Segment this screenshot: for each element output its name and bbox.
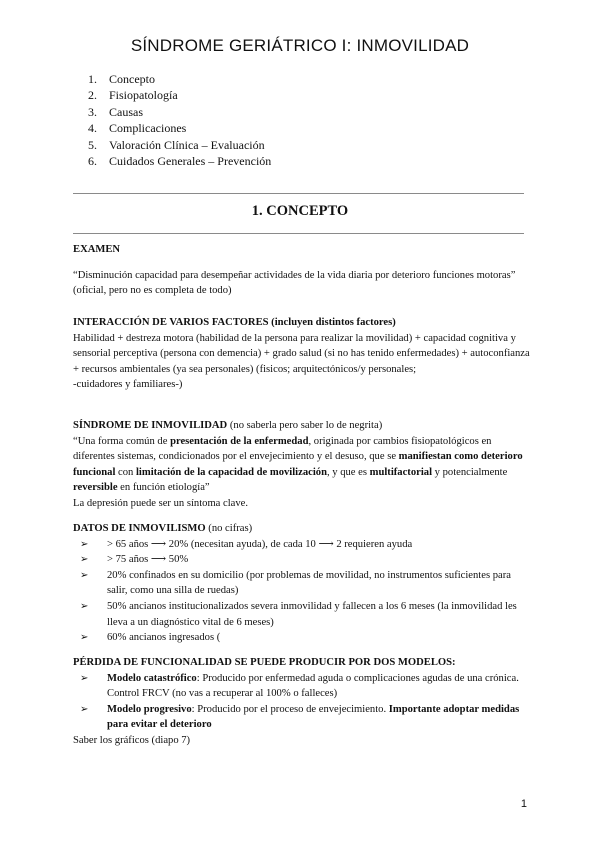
toc-label: Complicaciones (109, 121, 187, 136)
examen-text: “Disminución capacidad para desempeñar actividades de la vida diaria por deterioro funciones motoras” (oficial, pero no es completa de todo) (73, 269, 516, 297)
arrow-bullet-icon: ➢ (80, 600, 89, 612)
toc-number: 1. (88, 72, 97, 86)
datos-list (73, 537, 533, 646)
list-item-text: 60% ancianos ingresados ( (107, 632, 221, 644)
arrow-bullet-icon: ➢ (80, 569, 89, 581)
list-item-text: > 75 años ⟶ 50% (107, 554, 189, 566)
section-title: 1. CONCEPTO (251, 203, 349, 219)
model-description: : Producido por el proceso de envejecimiento. (191, 703, 389, 715)
arrow-bullet-icon: ➢ (80, 538, 89, 550)
toc-number: 5. (88, 137, 97, 152)
sindrome-heading-note: (no saberla pero saber lo de negrita) (227, 420, 383, 431)
sindrome-heading: SÍNDROME DE INMOVILIDAD (73, 420, 228, 431)
interaccion-block (73, 315, 533, 393)
definition-bold: manifiestan como deterioro funcional (73, 451, 523, 478)
definition-text: y potencialmente (432, 466, 508, 478)
list-item-text: > 65 años ⟶ 20% (necesitan ayuda), de cada 10 ⟶ 2 requieren ayuda (107, 538, 413, 550)
datos-block (73, 521, 533, 646)
toc-label: Valoración Clínica – Evaluación (109, 137, 265, 152)
model-emphasis: Importante adoptar medidas para evitar el deterioro (107, 703, 520, 731)
toc-number: 6. (88, 154, 97, 169)
divider-bottom (73, 233, 524, 234)
datos-heading-note: (no cifras) (205, 523, 253, 534)
definition-text: “Una forma común de (73, 435, 171, 447)
list-item (73, 537, 533, 553)
model-name: Modelo progresivo (107, 703, 192, 715)
toc-item (88, 71, 271, 87)
interaccion-text: Habilidad + destreza motora (habilidad de la persona para realizar la movilidad) + capacidad cognitiva y sensorial perceptiva (persona con demencia) + grado salud (si no has tenido enfermedades) + autoconfianza + recursos ambientales (ya sea personales) (fisicos; arquitectónicos/y personales; (73, 332, 530, 375)
toc-item (88, 153, 271, 169)
toc-label: Fisiopatología (109, 88, 178, 103)
arrow-bullet-icon: ➢ (80, 554, 89, 566)
sindrome-block (73, 418, 533, 512)
toc-number: 2. (88, 88, 97, 103)
toc-item (88, 87, 271, 103)
list-item (73, 599, 533, 630)
model-description: : Producido por enfermedad aguda o complicaciones agudas de una crónica. Control FRCV (no vas a recuperar al 100% o falleces) (107, 672, 519, 700)
toc-item (88, 120, 271, 136)
examen-block (73, 242, 533, 299)
toc-item (88, 104, 271, 120)
list-item (73, 702, 533, 733)
table-of-contents (88, 71, 271, 169)
sindrome-heading-line (73, 418, 533, 434)
definition-text: en función etiología” (117, 482, 210, 494)
toc-label: Causas (109, 104, 143, 119)
datos-heading-line (73, 521, 533, 537)
sindrome-definition (73, 434, 533, 496)
toc-number: 3. (88, 104, 97, 119)
perdida-block (73, 655, 533, 749)
divider-top (73, 193, 524, 194)
list-item (73, 671, 533, 702)
toc-label: Concepto (109, 72, 155, 86)
toc-label: Cuidados Generales – Prevención (109, 154, 272, 169)
modelos-list (73, 671, 533, 733)
toc-item (88, 137, 271, 153)
list-item-text: 50% ancianos institucionalizados severa inmovilidad y fallecen a los 6 meses (la inmovilidad les lleva a un diagnóstico vital de 6 meses) (107, 600, 517, 628)
definition-bold: multifactorial (369, 466, 433, 478)
page-number: 1 (520, 798, 527, 810)
definition-bold: presentación de la enfermedad (170, 435, 309, 447)
arrow-bullet-icon: ➢ (80, 672, 89, 684)
list-item-text: 20% confinados en su domicilio (por problemas de movilidad, no instrumentos suficientes para salir, como una silla de ruedas) (107, 569, 511, 597)
interaccion-text-2: -cuidadores y familiares-) (73, 379, 183, 391)
list-item (73, 630, 533, 646)
arrow-bullet-icon: ➢ (80, 632, 89, 644)
examen-heading: EXAMEN (73, 244, 121, 255)
model-name: Modelo catastrófico (107, 672, 197, 684)
arrow-bullet-icon: ➢ (80, 703, 89, 715)
sindrome-extra: La depresión puede ser un síntoma clave. (73, 497, 249, 509)
toc-number: 4. (88, 121, 97, 136)
definition-text: , y que es (326, 466, 370, 478)
list-item (73, 568, 533, 599)
datos-heading: DATOS DE INMOVILISMO (73, 523, 206, 534)
definition-text: con (115, 466, 136, 478)
list-item (73, 552, 533, 568)
definition-text: , originada por cambios fisiopatológicos en diferentes sistemas, condicionados por el envejecimiento y el desuso, que se (73, 435, 492, 463)
definition-bold: reversible (73, 482, 118, 494)
perdida-after: Saber los gráficos (diapo 7) (73, 734, 191, 746)
definition-bold: limitación de la capacidad de movilización (135, 466, 327, 478)
perdida-heading: PÉRDIDA DE FUNCIONALIDAD SE PUEDE PRODUCIR POR DOS MODELOS: (73, 657, 456, 668)
document-title: SÍNDROME GERIÁTRICO I: INMOVILIDAD (130, 36, 470, 55)
interaccion-heading: INTERACCIÓN DE VARIOS FACTORES (incluyen distintos factores) (73, 317, 396, 328)
